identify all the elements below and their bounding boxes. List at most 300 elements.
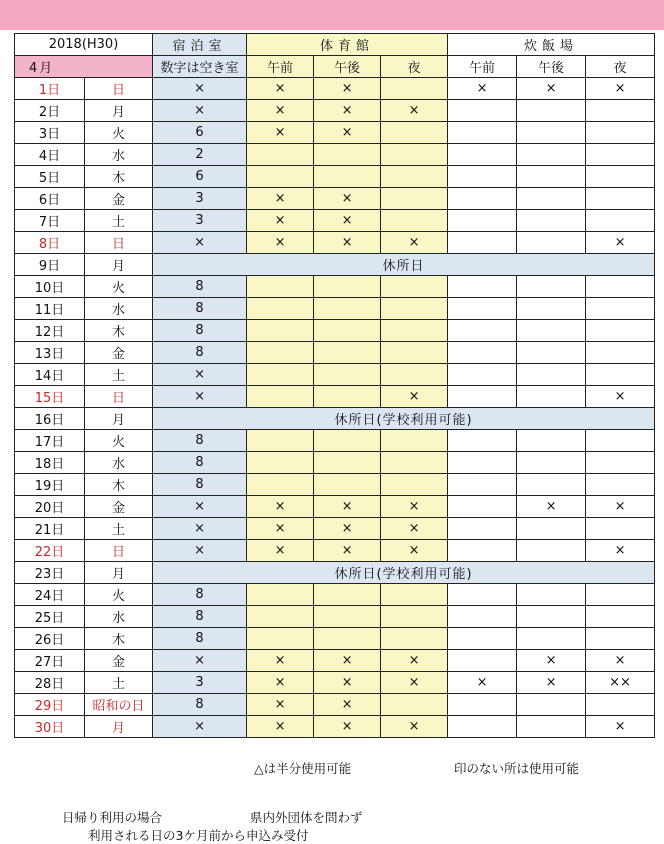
gym-slot-status — [381, 276, 448, 298]
closed-day-banner: 休所日 — [153, 254, 655, 276]
weekday-cell: 火 — [85, 276, 153, 298]
kitchen-slot-status — [448, 232, 517, 254]
gym-slot-status: × — [314, 540, 381, 562]
day-cell: 12日 — [15, 320, 85, 342]
lodging-availability: 8 — [153, 430, 247, 452]
lodging-availability: × — [153, 518, 247, 540]
kitchen-slot-status: × — [517, 496, 586, 518]
gym-slot-status — [381, 474, 448, 496]
gym-slot-status: × — [314, 78, 381, 100]
gym-slot-status: × — [314, 188, 381, 210]
gym-slot-status: × — [381, 232, 448, 254]
gym-slot-status: × — [381, 386, 448, 408]
kitchen-slot-status — [448, 188, 517, 210]
kitchen-slot-status — [586, 188, 655, 210]
calendar-body — [15, 78, 655, 738]
kitchen-slot-status: × — [586, 496, 655, 518]
gym-slot-status — [247, 166, 314, 188]
weekday-cell: 日 — [85, 540, 153, 562]
lodging-availability: 6 — [153, 166, 247, 188]
day-cell: 22日 — [15, 540, 85, 562]
kitchen-slot-status — [586, 276, 655, 298]
lodging-availability: × — [153, 650, 247, 672]
kitchen-slot-status — [448, 430, 517, 452]
lodging-availability: 8 — [153, 320, 247, 342]
gym-slot-status — [247, 342, 314, 364]
day-cell: 21日 — [15, 518, 85, 540]
table-row — [15, 628, 655, 650]
table-row — [15, 474, 655, 496]
table-row — [15, 100, 655, 122]
kitchen-slot-status — [517, 474, 586, 496]
weekday-cell: 金 — [85, 188, 153, 210]
gym-slot-status — [314, 342, 381, 364]
gym-slot-status — [247, 452, 314, 474]
gym-slot-status: × — [247, 100, 314, 122]
day-cell: 27日 — [15, 650, 85, 672]
gym-slot-status — [247, 386, 314, 408]
lodging-availability: 8 — [153, 474, 247, 496]
gym-slot-status — [381, 342, 448, 364]
weekday-cell: 土 — [85, 672, 153, 694]
weekday-cell: 昭和の日 — [85, 694, 153, 716]
kitchen-slot-status — [586, 210, 655, 232]
table-row — [15, 188, 655, 210]
kitchen-slot-status — [517, 716, 586, 738]
gym-slot-afternoon: 午後 — [314, 56, 381, 78]
gym-slot-status: × — [247, 672, 314, 694]
lodging-availability: 8 — [153, 694, 247, 716]
kitchen-slot-status: × — [517, 650, 586, 672]
gym-slot-status — [381, 320, 448, 342]
table-row — [15, 716, 655, 738]
gym-slot-status — [314, 430, 381, 452]
gym-slot-status — [247, 606, 314, 628]
day-cell: 19日 — [15, 474, 85, 496]
kitchen-slot-status — [448, 650, 517, 672]
kitchen-slot-status — [586, 694, 655, 716]
gym-slot-status: × — [314, 100, 381, 122]
lodging-availability: 3 — [153, 672, 247, 694]
month-label: 4月 — [15, 56, 153, 78]
day-cell: 16日 — [15, 408, 85, 430]
kitchen-slot-status — [517, 518, 586, 540]
gym-slot-status — [247, 298, 314, 320]
day-cell: 4日 — [15, 144, 85, 166]
kitchen-slot-status — [517, 430, 586, 452]
kitchen-slot-status — [448, 452, 517, 474]
kitchen-slot-status — [517, 298, 586, 320]
table-row — [15, 694, 655, 716]
kitchen-slot-status: × — [517, 672, 586, 694]
lodging-availability: 8 — [153, 298, 247, 320]
table-row — [15, 606, 655, 628]
weekday-cell: 月 — [85, 254, 153, 276]
gym-slot-status: × — [247, 210, 314, 232]
gym-slot-status: × — [247, 232, 314, 254]
lodging-title: 宿泊室 — [153, 34, 247, 56]
table-row — [15, 144, 655, 166]
gym-slot-status: × — [314, 232, 381, 254]
day-cell: 11日 — [15, 298, 85, 320]
gym-slot-status — [381, 210, 448, 232]
kitchen-slot-status — [448, 122, 517, 144]
table-row — [15, 320, 655, 342]
kitchen-slot-status — [517, 276, 586, 298]
gym-slot-status: × — [314, 694, 381, 716]
kitchen-slot-status — [448, 496, 517, 518]
kitchen-slot-status — [586, 452, 655, 474]
weekday-cell: 土 — [85, 364, 153, 386]
day-cell: 15日 — [15, 386, 85, 408]
lodging-note: 数字は空き室 — [153, 56, 247, 78]
gym-slot-status — [314, 320, 381, 342]
gym-slot-status — [381, 298, 448, 320]
weekday-cell: 日 — [85, 386, 153, 408]
weekday-cell: 水 — [85, 298, 153, 320]
kitchen-slot-status — [517, 694, 586, 716]
gym-slot-status — [247, 628, 314, 650]
gym-slot-status — [247, 364, 314, 386]
gym-slot-status: × — [381, 496, 448, 518]
lodging-availability: 3 — [153, 210, 247, 232]
weekday-cell: 日 — [85, 78, 153, 100]
day-cell: 29日 — [15, 694, 85, 716]
gym-slot-status: × — [381, 672, 448, 694]
lodging-availability: × — [153, 540, 247, 562]
gym-slot-status: × — [247, 694, 314, 716]
table-row — [15, 496, 655, 518]
day-cell: 25日 — [15, 606, 85, 628]
gym-slot-status — [314, 584, 381, 606]
gym-slot-status: × — [247, 518, 314, 540]
kitchen-slot-status — [517, 232, 586, 254]
legend-half: △は半分使用可能 — [254, 761, 352, 776]
table-row — [15, 122, 655, 144]
kitchen-slot-night: 夜 — [586, 56, 655, 78]
gym-slot-status: × — [247, 540, 314, 562]
kitchen-slot-status — [517, 166, 586, 188]
gym-slot-status — [381, 364, 448, 386]
gym-slot-status — [314, 298, 381, 320]
table-row — [15, 672, 655, 694]
closed-day-banner: 休所日(学校利用可能) — [153, 408, 655, 430]
kitchen-slot-status — [586, 100, 655, 122]
gym-slot-status — [314, 364, 381, 386]
day-cell: 28日 — [15, 672, 85, 694]
kitchen-slot-status — [448, 518, 517, 540]
gym-slot-status — [314, 276, 381, 298]
gym-slot-status: × — [381, 100, 448, 122]
lodging-availability: × — [153, 716, 247, 738]
gym-slot-status: × — [314, 716, 381, 738]
weekday-cell: 水 — [85, 452, 153, 474]
lodging-availability: 6 — [153, 122, 247, 144]
gym-title: 体育館 — [247, 34, 448, 56]
table-row — [15, 584, 655, 606]
weekday-cell: 木 — [85, 320, 153, 342]
kitchen-slot-status — [448, 100, 517, 122]
lodging-availability: 8 — [153, 276, 247, 298]
kitchen-slot-status — [586, 628, 655, 650]
lodging-availability: 2 — [153, 144, 247, 166]
kitchen-slot-status — [448, 166, 517, 188]
table-row — [15, 232, 655, 254]
kitchen-slot-status: × — [586, 386, 655, 408]
day-cell: 13日 — [15, 342, 85, 364]
table-row — [15, 386, 655, 408]
gym-slot-status — [314, 386, 381, 408]
gym-slot-status: × — [247, 496, 314, 518]
gym-slot-night: 夜 — [381, 56, 448, 78]
lodging-availability: × — [153, 496, 247, 518]
gym-slot-status: × — [314, 672, 381, 694]
kitchen-slot-status — [586, 584, 655, 606]
kitchen-slot-status — [448, 628, 517, 650]
kitchen-slot-status: × — [448, 78, 517, 100]
kitchen-slot-status — [517, 386, 586, 408]
weekday-cell: 日 — [85, 232, 153, 254]
day-cell: 18日 — [15, 452, 85, 474]
kitchen-slot-morning: 午前 — [448, 56, 517, 78]
gym-slot-status: × — [314, 496, 381, 518]
gym-slot-status — [381, 452, 448, 474]
lodging-availability: × — [153, 386, 247, 408]
footer-any-group: 県内外団体を問わず — [250, 810, 363, 825]
kitchen-slot-status — [517, 320, 586, 342]
table-row — [15, 650, 655, 672]
gym-slot-status: × — [314, 122, 381, 144]
lodging-availability: × — [153, 100, 247, 122]
gym-slot-morning: 午前 — [247, 56, 314, 78]
lodging-availability: 8 — [153, 628, 247, 650]
table-row — [15, 452, 655, 474]
kitchen-slot-status: × — [586, 650, 655, 672]
gym-slot-status: × — [247, 650, 314, 672]
weekday-cell: 火 — [85, 430, 153, 452]
kitchen-slot-status: × — [586, 78, 655, 100]
kitchen-slot-status — [586, 430, 655, 452]
day-cell: 1日 — [15, 78, 85, 100]
lodging-availability: 8 — [153, 342, 247, 364]
footer-day-use: 日帰り利用の場合 — [62, 810, 163, 825]
kitchen-slot-status — [448, 364, 517, 386]
closed-day-banner: 休所日(学校利用可能) — [153, 562, 655, 584]
kitchen-slot-status — [517, 210, 586, 232]
gym-slot-status — [314, 474, 381, 496]
day-cell: 14日 — [15, 364, 85, 386]
kitchen-slot-status — [448, 298, 517, 320]
kitchen-slot-status — [448, 584, 517, 606]
kitchen-slot-status — [586, 320, 655, 342]
kitchen-slot-status — [448, 694, 517, 716]
table-row — [15, 254, 655, 276]
kitchen-slot-status — [517, 452, 586, 474]
table-row — [15, 562, 655, 584]
day-cell: 3日 — [15, 122, 85, 144]
gym-slot-status — [381, 606, 448, 628]
kitchen-slot-status — [517, 342, 586, 364]
table-row — [15, 540, 655, 562]
gym-slot-status — [314, 166, 381, 188]
kitchen-slot-afternoon: 午後 — [517, 56, 586, 78]
weekday-cell: 金 — [85, 650, 153, 672]
kitchen-slot-status — [586, 298, 655, 320]
kitchen-slot-status — [586, 518, 655, 540]
year-label: 2018(H30) — [15, 34, 153, 56]
kitchen-slot-status — [517, 188, 586, 210]
kitchen-slot-status — [517, 628, 586, 650]
table-row — [15, 342, 655, 364]
day-cell: 23日 — [15, 562, 85, 584]
kitchen-slot-status — [448, 386, 517, 408]
weekday-cell: 火 — [85, 584, 153, 606]
gym-slot-status: × — [314, 650, 381, 672]
kitchen-slot-status — [448, 716, 517, 738]
table-row — [15, 210, 655, 232]
day-cell: 10日 — [15, 276, 85, 298]
day-cell: 8日 — [15, 232, 85, 254]
kitchen-slot-status — [448, 540, 517, 562]
table-row — [15, 364, 655, 386]
lodging-availability: × — [153, 78, 247, 100]
kitchen-slot-status — [517, 122, 586, 144]
day-cell: 17日 — [15, 430, 85, 452]
kitchen-slot-status — [586, 122, 655, 144]
lodging-availability: × — [153, 364, 247, 386]
kitchen-slot-status — [448, 606, 517, 628]
kitchen-slot-status — [586, 606, 655, 628]
kitchen-slot-status — [586, 342, 655, 364]
lodging-availability: 8 — [153, 452, 247, 474]
lodging-availability: 8 — [153, 584, 247, 606]
kitchen-slot-status — [448, 144, 517, 166]
gym-slot-status: × — [381, 540, 448, 562]
day-cell: 9日 — [15, 254, 85, 276]
gym-slot-status: × — [247, 122, 314, 144]
table-row — [15, 78, 655, 100]
gym-slot-status — [381, 628, 448, 650]
lodging-availability: 8 — [153, 606, 247, 628]
weekday-cell: 金 — [85, 342, 153, 364]
day-cell: 30日 — [15, 716, 85, 738]
kitchen-slot-status — [517, 144, 586, 166]
kitchen-slot-status: × — [517, 78, 586, 100]
gym-slot-status — [381, 188, 448, 210]
gym-slot-status — [314, 144, 381, 166]
gym-slot-status: × — [381, 650, 448, 672]
legend-unmarked: 印のない所は使用可能 — [454, 761, 580, 776]
kitchen-title: 炊飯場 — [448, 34, 655, 56]
availability-sheet — [14, 33, 654, 738]
lodging-availability: × — [153, 232, 247, 254]
gym-slot-status — [381, 430, 448, 452]
gym-slot-status — [247, 144, 314, 166]
gym-slot-status — [381, 166, 448, 188]
kitchen-slot-status: × — [448, 672, 517, 694]
weekday-cell: 火 — [85, 122, 153, 144]
day-cell: 26日 — [15, 628, 85, 650]
gym-slot-status: × — [381, 716, 448, 738]
footer-application-note: 利用される日の3ケ月前から申込み受付 — [88, 828, 309, 843]
weekday-cell: 水 — [85, 144, 153, 166]
kitchen-slot-status — [517, 540, 586, 562]
kitchen-slot-status — [448, 210, 517, 232]
gym-slot-status — [381, 144, 448, 166]
gym-slot-status: × — [314, 518, 381, 540]
gym-slot-status — [381, 694, 448, 716]
table-row — [15, 518, 655, 540]
day-cell: 6日 — [15, 188, 85, 210]
gym-slot-status — [381, 78, 448, 100]
day-cell: 24日 — [15, 584, 85, 606]
top-color-band — [0, 0, 664, 30]
kitchen-slot-status — [517, 606, 586, 628]
weekday-cell: 木 — [85, 474, 153, 496]
table-row — [15, 276, 655, 298]
kitchen-slot-status: × — [586, 540, 655, 562]
gym-slot-status — [314, 606, 381, 628]
gym-slot-status — [247, 320, 314, 342]
weekday-cell: 月 — [85, 716, 153, 738]
table-row — [15, 166, 655, 188]
kitchen-slot-status — [448, 320, 517, 342]
kitchen-slot-status: ×× — [586, 672, 655, 694]
gym-slot-status — [247, 584, 314, 606]
kitchen-slot-status — [586, 166, 655, 188]
day-cell: 5日 — [15, 166, 85, 188]
gym-slot-status — [247, 474, 314, 496]
weekday-cell: 金 — [85, 496, 153, 518]
kitchen-slot-status — [448, 342, 517, 364]
gym-slot-status — [381, 122, 448, 144]
day-cell: 2日 — [15, 100, 85, 122]
gym-slot-status — [247, 276, 314, 298]
kitchen-slot-status — [586, 474, 655, 496]
weekday-cell: 木 — [85, 628, 153, 650]
gym-slot-status: × — [247, 78, 314, 100]
kitchen-slot-status: × — [586, 232, 655, 254]
kitchen-slot-status — [517, 584, 586, 606]
kitchen-slot-status — [517, 100, 586, 122]
gym-slot-status — [381, 584, 448, 606]
kitchen-slot-status — [448, 276, 517, 298]
weekday-cell: 木 — [85, 166, 153, 188]
weekday-cell: 月 — [85, 408, 153, 430]
availability-table — [14, 33, 655, 738]
day-cell: 7日 — [15, 210, 85, 232]
kitchen-slot-status — [448, 474, 517, 496]
table-row — [15, 298, 655, 320]
lodging-availability: 3 — [153, 188, 247, 210]
kitchen-slot-status — [586, 364, 655, 386]
kitchen-slot-status: × — [586, 716, 655, 738]
table-row — [15, 430, 655, 452]
table-row — [15, 408, 655, 430]
gym-slot-status: × — [314, 210, 381, 232]
gym-slot-status: × — [247, 188, 314, 210]
gym-slot-status — [247, 430, 314, 452]
weekday-cell: 月 — [85, 562, 153, 584]
gym-slot-status — [314, 452, 381, 474]
gym-slot-status: × — [381, 518, 448, 540]
weekday-cell: 土 — [85, 210, 153, 232]
gym-slot-status — [314, 628, 381, 650]
day-cell: 20日 — [15, 496, 85, 518]
weekday-cell: 土 — [85, 518, 153, 540]
weekday-cell: 水 — [85, 606, 153, 628]
kitchen-slot-status — [586, 144, 655, 166]
